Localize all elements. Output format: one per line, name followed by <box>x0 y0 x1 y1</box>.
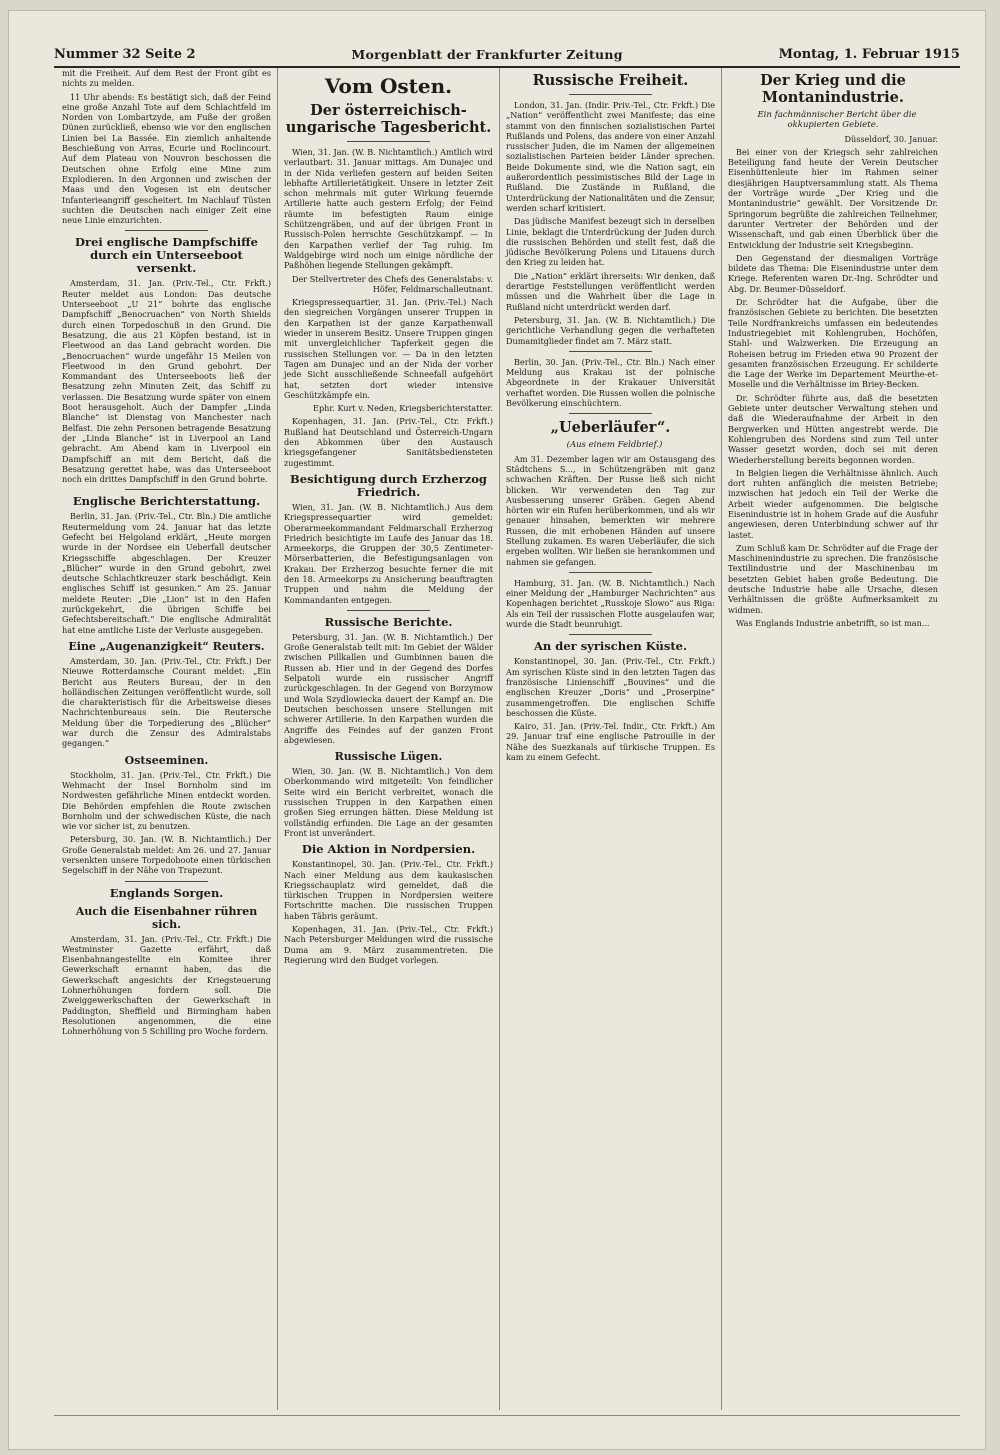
article-paragraph: Amsterdam, 31. Jan. (Priv.-Tel., Ctr. Frkft.) Reuter meldet aus London: Das deutsche Unterseeboot „U 21“ bohrte das englische Dampfschiff „Benocruachen“ von North Shields durch einen Torpedoschuß in den Grund. Die Besatzung, die aus 21 Köpfen bestand, ist in Fleetwood an das Land gebracht worden. Die „Benocruachen“ wurde ungefähr 15 Meilen von Fleetwood in den Grund gebohrt. Der Kommandant des Unterseeboots ließ der Besatzung zehn Minuten Zeit, das Schiff zu verlassen. Die Besatzung wurde später von einem Boot herausgeholt. Auch der Dampfer „Linda Blanche“ ist Dienstag von Manchester nach Belfast. Die zehn Personen betragende Besatzung der „Linda Blanche“ ist in Liverpool an Land gebracht. Am Abend kam in Liverpool ein Dampfschiff an mit dem Bericht, daß die Besatzung gerettet habe, was das Unterseeboot noch ein drittes Dampfschiff in den Grund bohrte. <box>62 278 271 485</box>
article-heading: Besichtigung durch Erzherzog Friedrich. <box>290 471 487 499</box>
column-4 <box>722 68 944 1410</box>
article-paragraph: London, 31. Jan. (Indir. Priv.-Tel., Ctr. Frkft.) Die „Nation“ veröffentlicht zwei Manifeste; das eine stammt von den finnischen sozialistischen Partei Rußlands und Polens, das andere von einer Anzahl russischer Juden, die im Namen der allgemeinen sozialistischen Parteien beider Länder sprechen. Beide Dokumente sind, wie die Nation sagt, ein außerordentlich pessimistisches Bild der Lage in Rußland. Die Zustände in Rußland, die Unterdrückung der Nationalitäten und die Zensur, werden scharf kritisiert. <box>506 100 715 213</box>
article-paragraph: Wien, 30. Jan. (W. B. Nichtamtlich.) Von dem Oberkommando wird mitgeteilt: Von feindlicher Seite wird ein Bericht verbreitet, wonach die russischen Truppen in den Karpathen einen großen Sieg errungen hätten. Diese Meldung ist vollständig erfunden. Die Lage an der gesamten Front ist unverändert. <box>284 766 493 838</box>
article-heading: Der österreichisch-ungarische Tagesbericht. <box>285 102 492 136</box>
issue-number: Nummer 32 Seite 2 <box>54 47 196 62</box>
article-paragraph: Amsterdam, 30. Jan. (Priv.-Tel., Ctr. Frkft.) Der Nieuwe Rotterdamsche Courant meldet: „Ein Bericht aus Reuters Bureau, der in den holländischen Zeitungen veröffentlicht wurde, soll die charakteristisch für die Arbeitsweise dieses Nachrichtenbureaus sein. Die Reutersche Meldung über die Torpedierung des „Blücher“ war durch die Zensur des Admiralstabs gegangen.“ <box>62 655 271 749</box>
intro-paragraph: 11 Uhr abends: Es bestätigt sich, daß der Feind eine große Anzahl Tote auf dem Schlachtfeld im Norden von Lombartzyde, am Fuße der großen Dünen zurückließ, ebenso wie vor den englischen Linien bei La Bassée. Ein ziemlich anhaltende Beschießung von Arras, Ecurie und Roclincourt. Auf dem Plateau von Nouvron beschossen die Deutschen ohne Erfolg eine Mine zum Explodieren. In den Argonnen und zwischen der Maas und den Vogesen ist ein deutscher Infanterieangriff gescheitert. Im Nachlauf Tüsten suchten die Deutschen nach einiger Zeit eine neue Linie einzurichten. <box>62 91 271 226</box>
article-heading: Englische Berichterstattung. <box>72 494 261 509</box>
article-heading: „Ueberläufer“. <box>550 419 671 437</box>
separator <box>347 141 431 142</box>
dateline: Düsseldorf, 30. Januar. <box>844 133 938 144</box>
newspaper-page <box>8 10 986 1450</box>
separator <box>569 634 653 635</box>
article-paragraph: Berlin, 31. Jan. (Priv.-Tel., Ctr. Bln.) Die amtliche Reutermeldung vom 24. Januar hat das letzte Gefecht bei Helgoland erklärt, „Heute morgen wurde in der Nordsee ein Ueberfall deutscher Kriegsschiffe abgeschlagen. Der Kreuzer „Blücher“ wurde in den Grund gebohrt, zwei deutsche Schlachtkreuzer stark beschädigt. Kein englisches Schiff ist gesunken.“ Am 25. Januar meldete Reuter: „Die „Lion“ ist in den Hafen zurückgekehrt, die übrigen Schiffe bei Gefechtsbereitschaft.“ Die englische Admiralität hat eine amtliche Liste der Verluste ausgegeben. <box>62 511 271 635</box>
article-paragraph: Das jüdische Manifest bezeugt sich in derselben Linie, beklagt die Unterdrückung der Juden durch die russischen Behörden und stellt fest, daß die jüdische Bevölkerung Polens und Litauens durch den Krieg zu leiden hat. <box>506 216 715 268</box>
separator <box>569 94 653 95</box>
article-paragraph: Dr. Schrödter hat die Aufgabe, über die französischen Gebiete zu berichten. Die besetzten Teile Nordfrankreichs umfassen ein bedeutendes Industriegebiet mit Kohlengruben, Hochöfen, Stahl- und Walzwerken. Die Erzeugung an Roheisen betrug im Frieden etwa 90 Prozent der gesamten französischen Erzeugung. Er schilderte die Lage der Werke im Departement Meurthe-et-Moselle und die Verhältnisse im Briey-Becken. <box>728 297 938 390</box>
article-paragraph: Was Englands Industrie anbetrifft, so ist man... <box>736 617 930 628</box>
article-paragraph: Bei einer von der Kriegsch sehr zahlreichen Beteiligung fand heute der Verein Deutscher Eisenhüttenleute hier im Rahmen seiner diesjährigen Hauptversammlung statt. Als Thema der Vorträge wurde „Der Krieg und die Montanindustrie“ gewählt. Der Vorsitzende Dr. Springorum begrüßte die zahlreichen Teilnehmer, darunter Vertreter der Behörden und der Wissenschaft, und gab einen Überblick über die Entwicklung der Industrie seit Kriegsbeginn. <box>728 146 938 250</box>
article-heading: Ostseeminen. <box>124 753 209 767</box>
signature: Ephr. Kurt v. Neden, Kriegsberichterstatter. <box>313 403 493 414</box>
column-2 <box>278 68 500 1410</box>
section-heading: Russische Freiheit. <box>532 72 689 89</box>
article-subheading: Ein fachmännischer Bericht über die okkupierten Gebiete. <box>757 110 917 131</box>
separator <box>347 610 431 611</box>
article-paragraph: Kopenhagen, 31. Jan. (Priv.-Tel., Ctr. Frkft.) Nach Petersburger Meldungen wird die russische Duma am 9. März zusammentreten. Die Regierung wird den Budget vorlegen. <box>284 924 493 965</box>
article-paragraph: Die „Nation“ erklärt ihrerseits: Wir denken, daß derartige Feststellungen veröffentlicht werden müssen und die Wahrheit über die Lage in Rußland nicht unterdrückt werden darf. <box>506 270 715 312</box>
masthead <box>54 38 960 68</box>
article-paragraph: Konstantinopel, 30. Jan. (Priv.-Tel., Ctr. Frkft.) Nach einer Meldung aus dem kaukasischen Kriegsschauplatz wird gemeldet, daß die türkischen Truppen in Nordpersien weitere Fortschritte machen. Die russischen Truppen haben Täbris geräumt. <box>284 859 493 921</box>
article-paragraph: Petersburg, 31. Jan. (W. B. Nichtamtlich.) Die gerichtliche Verhandlung gegen die verhafteten Dumamitglieder findet am 7. März statt. <box>506 314 715 346</box>
article-heading: Englands Sorgen. <box>109 885 224 900</box>
article-heading: Drei englische Dampfschiffe durch ein Unterseeboot versenkt. <box>75 235 258 276</box>
signature: Der Stellvertreter des Chefs des Generalstabs: v. Höfer, Feldmarschalleutnant. <box>291 273 493 294</box>
section-heading: Vom Osten. <box>324 74 453 98</box>
article-subheading: (Aus einem Feldbrief.) <box>566 440 663 451</box>
article-columns <box>56 68 964 1410</box>
article-heading: Russische Berichte. <box>324 614 453 629</box>
separator <box>125 230 209 231</box>
article-paragraph: Berlin, 30. Jan. (Priv.-Tel., Ctr. Bln.) Nach einer Meldung aus Krakau ist der polnische Abgeordnete in der Krakauer Universität verhaftet worden. Die Russen wollen die polnische Bevölkerung einschüchtern. <box>506 356 715 409</box>
separator <box>125 489 209 490</box>
article-paragraph: Den Gegenstand der diesmaligen Vorträge bildete das Thema: Die Eisenindustrie unter dem Kriege. Referenten waren Dr.-Ing. Schrödter und Abg. Dr. Beumer-Düsseldorf. <box>728 252 938 294</box>
article-paragraph: Am 31. Dezember lagen wir am Ostausgang des Städtchens S..., in Schützengräben mit ganz schwachen Kräften. Der Russe ließ sich nicht blicken. Wir verwendeten den Tag zur Ausbesserung unserer Gräben. Gegen Abend hörten wir ein Rufen herüberkommen, und als wir genauer hinsahen, bemerkten wir mehrere Russen, die mit erhobenen Händen auf unsere Stellung zukamen. Es waren Ueberläufer, die sich ergeben wollten. Wir ließen sie herankommen und nahmen sie gefangen. <box>506 453 715 567</box>
column-3 <box>500 68 722 1410</box>
article-paragraph: Konstantinopel, 30. Jan. (Priv.-Tel., Ctr. Frkft.) Am syrischen Küste sind in den letzten Tagen das französische Linienschiff „Bouvines“ und die englischen Kreuzer „Doris“ und „Proserpine“ zusammengetroffen. Die englischen Schiffe beschossen die Küste. <box>506 656 715 718</box>
article-paragraph: Stockholm, 31. Jan. (Priv.-Tel., Ctr. Frkft.) Die Wehmacht der Insel Bornholm sind im Nordwesten gefährliche Minen entdeckt worden. Die Behörden empfehlen die Route zwischen Bornholm und der schwedischen Küste, die nach wie vor sicher ist, zu benutzen. <box>62 769 271 832</box>
article-heading: Eine „Augenanzigkeit“ Reuters. <box>68 639 265 653</box>
article-paragraph: Kriegspressequartier, 31. Jan. (Priv.-Tel.) Nach den siegreichen Vorgängen unserer Truppen in den Karpathen ist der ganze Karpathenwall wieder in unserem Besitz. Unsere Truppen gingen mit unvergleichlicher Tapferkeit gegen die russischen Stellungen vor. — Da in den letzten Tagen am Dunajec und an der Nida der vorher jede Sicht ausschließende Schneefall aufgehört hat, setzten dort wieder intensive Geschützkämpfe ein. <box>284 297 493 400</box>
article-paragraph: Dr. Schrödter führte aus, daß die besetzten Gebiete unter deutscher Verwaltung stehen und daß die Wiederaufnahme der Arbeit in den Bergwerken und Hütten angestrebt werde. Die Kohlengruben des Nordens sind zum Teil unter Wasser gesetzt worden, doch sei mit deren Wiederherstellung bereits begonnen worden. <box>728 392 938 465</box>
article-heading: Russische Lügen. <box>334 750 443 764</box>
article-paragraph: Kairo, 31. Jan. (Priv.-Tel. Indir., Ctr. Frkft.) Am 29. Januar traf eine englische Patrouille in der Nähe des Suezkanals auf türkische Truppen. Es kam zu einem Gefecht. <box>506 721 715 763</box>
intro-paragraph: mit die Freiheit. Auf dem Rest der Front gibt es nichts zu melden. <box>62 68 271 89</box>
separator <box>569 351 653 352</box>
article-heading: An der syrischen Küste. <box>533 639 688 654</box>
separator <box>569 413 653 414</box>
issue-date: Montag, 1. Februar 1915 <box>778 47 960 62</box>
separator <box>125 881 209 882</box>
article-paragraph: In Belgien liegen die Verhältnisse ähnlich. Auch dort ruhten anfänglich die meisten Betriebe; inzwischen hat jedoch ein Teil der Werke die Arbeit wieder aufgenommen. Die belgische Eisenindustrie ist in hohem Grade auf die Ausfuhr angewiesen, deren Unterbindung schwer auf ihr lastet. <box>728 467 938 540</box>
article-paragraph: Petersburg, 31. Jan. (W. B. Nichtamtlich.) Der Große Generalstab teilt mit: Im Gebiet der Wälder zwischen Pillkallen und Gumbinnen bauen die Russen ab. Hier und in der Gegend des Dorfes Selpatoli wurde ein russischer Angriff zurückgeschlagen. In der Gegend von Borzymow und Wola Szydlowiecka dauert der Kampf an. Die Deutschen beschossen unsere Stellungen mit schwerer Artillerie. In den Karpathen wurden die Angriffe des Feindes auf der ganzen Front abgewiesen. <box>284 631 493 745</box>
section-heading: Der Krieg und die Montanindustrie. <box>760 72 906 106</box>
article-heading: Die Aktion in Nordpersien. <box>301 842 476 857</box>
article-paragraph: Wien, 31. Jan. (W. B. Nichtamtlich.) Amtlich wird verlautbart: 31. Januar mittags. Am Dunajec und in der Nida verliefen gestern auf beiden Seiten lebhafte Artillerietätigkeit. Unsere in letzter Zeit schon mehrmals mit guter Wirkung feuernde Artillerie hatte auch gestern Erfolg; der Feind räumte im befestigten Raum einige Schützengräben, und auf der übrigen Front in Russisch-Polen herrschte Geschützkampf. — In den Karpathen verlief der Tag ruhig. Im Waldgebirge wird noch um einige nördliche der Paßhöhen liegende Stellungen gekämpft. <box>284 147 493 271</box>
article-subheading: Auch die Eisenbahner rühren sich. <box>75 904 258 931</box>
article-paragraph: Wien, 31. Jan. (W. B. Nichtamtlich.) Aus dem Kriegspressequartier wird gemeldet: Oberarmeekommandant Feldmarschall Erzherzog Friedrich besichtigte im Laufe des Januar das 18. Armeekorps, die Gruppen der 30,5 Zentimeter-Mörserbatterien, die Befestigungsanlagen von Krakau. Der Erzherzog besuchte ferner die mit den 18. Armeekorps zu Ansicherung beauftragten Truppen und nahm die Meldung der Kommandanten entgegen. <box>284 501 493 605</box>
newspaper-title: Morgenblatt der Frankfurter Zeitung <box>351 47 623 62</box>
column-1 <box>56 68 278 1410</box>
article-paragraph: Zum Schluß kam Dr. Schrödter auf die Frage der Maschinenindustrie zu sprechen. Die französische Textilindustrie und der Maschinenbau im besetzten Gebiet haben große Bedeutung. Die deutsche Industrie habe alle Ursache, diesen Verhältnissen die größte Aufmerksamkeit zu widmen. <box>728 542 938 615</box>
article-paragraph: Hamburg, 31. Jan. (W. B. Nichtamtlich.) Nach einer Meldung der „Hamburger Nachrichten“ aus Kopenhagen berichtet „Russkoje Slowo“ aus Riga: Als ein Teil der russischen Flotte ausgelaufen war, wurde die Stadt beunruhigt. <box>506 577 715 630</box>
article-paragraph: Petersburg, 30. Jan. (W. B. Nichtamtlich.) Der Große Generalstab meldet: Am 26. und 27. Januar versenkten unsere Torpedoboote einen türkischen Segelschiff in der Nähe von Trapezunt. <box>62 834 271 876</box>
article-paragraph: Amsterdam, 31. Jan. (Priv.-Tel., Ctr. Frkft.) Die Westminster Gazette erfährt, daß Eisenbahnangestellte ein Komitee ihrer Gewerkschaft ernannt haben, das die Gewerkschaft angesichts der Kriegsteuerung Lohnerhöhungen fordern soll. Die Zweiggewerkschaften der Gewerkschaft in Paddington, Sheffield und Birmingham haben Resolutionen angenommen, die eine Lohnerhöhung von 5 Schilling pro Woche fordern. <box>62 933 271 1037</box>
page-bottom-rule <box>54 1415 960 1416</box>
separator <box>569 572 653 573</box>
article-paragraph: Kopenhagen, 31. Jan. (Priv.-Tel., Ctr. Frkft.) Rußland hat Deutschland und Österreich-Ungarn den Abkommen über den Austausch kriegsgefangener Sanitätsbediensteten zugestimmt. <box>284 416 493 468</box>
